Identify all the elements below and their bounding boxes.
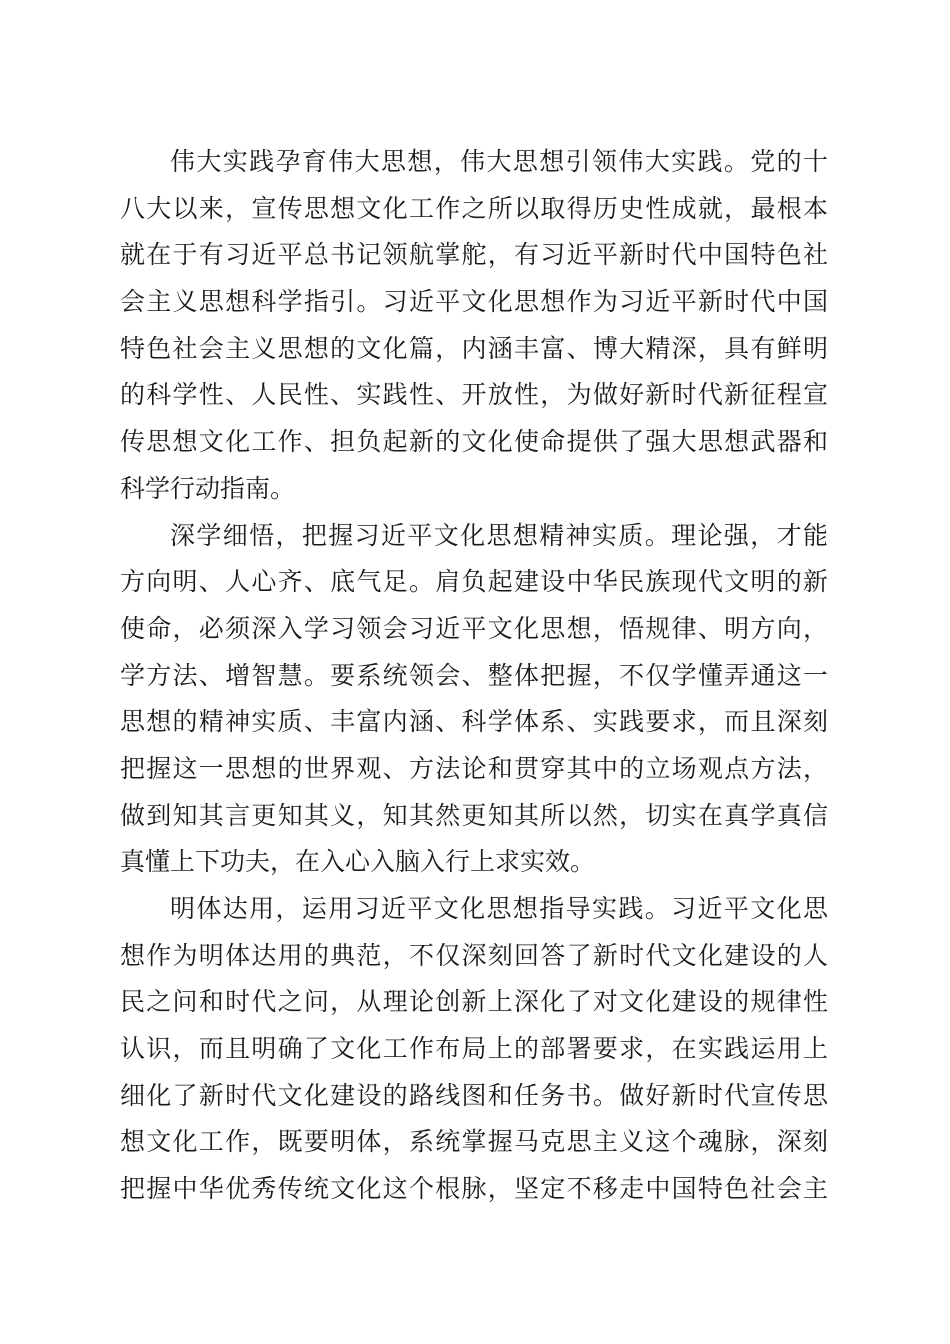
text-line: 科学行动指南。 [120,473,296,503]
text-line: 思想的精神实质、丰富内涵、科学体系、实践要求，而且深刻 [120,707,828,737]
text-line: 把握这一思想的世界观、方法论和贯穿其中的立场观点方法， [120,753,828,783]
text-line: 认识，而且明确了文化工作布局上的部署要求，在实践运用上 [120,1034,828,1064]
text-line: 把握中华优秀传统文化这个根脉，坚定不移走中国特色社会主 [120,1174,828,1204]
paragraph-deep-study [120,513,828,887]
paragraph-great-practice [120,139,828,513]
text-line: 做到知其言更知其义，知其然更知其所以然，切实在真学真信 [120,800,828,830]
document-body [120,139,828,1213]
text-line: 八大以来，宣传思想文化工作之所以取得历史性成就，最根本 [120,193,828,223]
text-line: 传思想文化工作、担负起新的文化使命提供了强大思想武器和 [120,427,828,457]
text-line: 想文化工作，既要明体，系统掌握马克思主义这个魂脉，深刻 [120,1127,828,1157]
text-line: 学方法、增智慧。要系统领会、整体把握，不仅学懂弄通这一 [120,660,828,690]
text-line: 特色社会主义思想的文化篇，内涵丰富、博大精深，具有鲜明 [120,333,828,363]
text-line: 明体达用，运用习近平文化思想指导实践。习近平文化思 [170,894,828,923]
text-line: 想作为明体达用的典范，不仅深刻回答了新时代文化建设的人 [120,940,828,970]
text-line: 真懂上下功夫，在入心入脑入行上求实效。 [120,847,596,877]
text-line: 使命，必须深入学习领会习近平文化思想，悟规律、明方向， [120,613,828,643]
text-line: 就在于有习近平总书记领航掌舵，有习近平新时代中国特色社 [120,240,828,270]
paragraph-apply-practice [120,886,828,1213]
text-line: 民之问和时代之问，从理论创新上深化了对文化建设的规律性 [120,987,828,1017]
text-line: 会主义思想科学指引。习近平文化思想作为习近平新时代中国 [120,287,828,317]
text-line: 方向明、人心齐、底气足。肩负起建设中华民族现代文明的新 [120,567,828,597]
text-line: 的科学性、人民性、实践性、开放性，为做好新时代新征程宣 [120,380,828,410]
text-line: 细化了新时代文化建设的路线图和任务书。做好新时代宣传思 [120,1080,828,1110]
text-line: 伟大实践孕育伟大思想，伟大思想引领伟大实践。党的十 [170,147,828,176]
text-line: 深学细悟，把握习近平文化思想精神实质。理论强，才能 [170,520,828,550]
